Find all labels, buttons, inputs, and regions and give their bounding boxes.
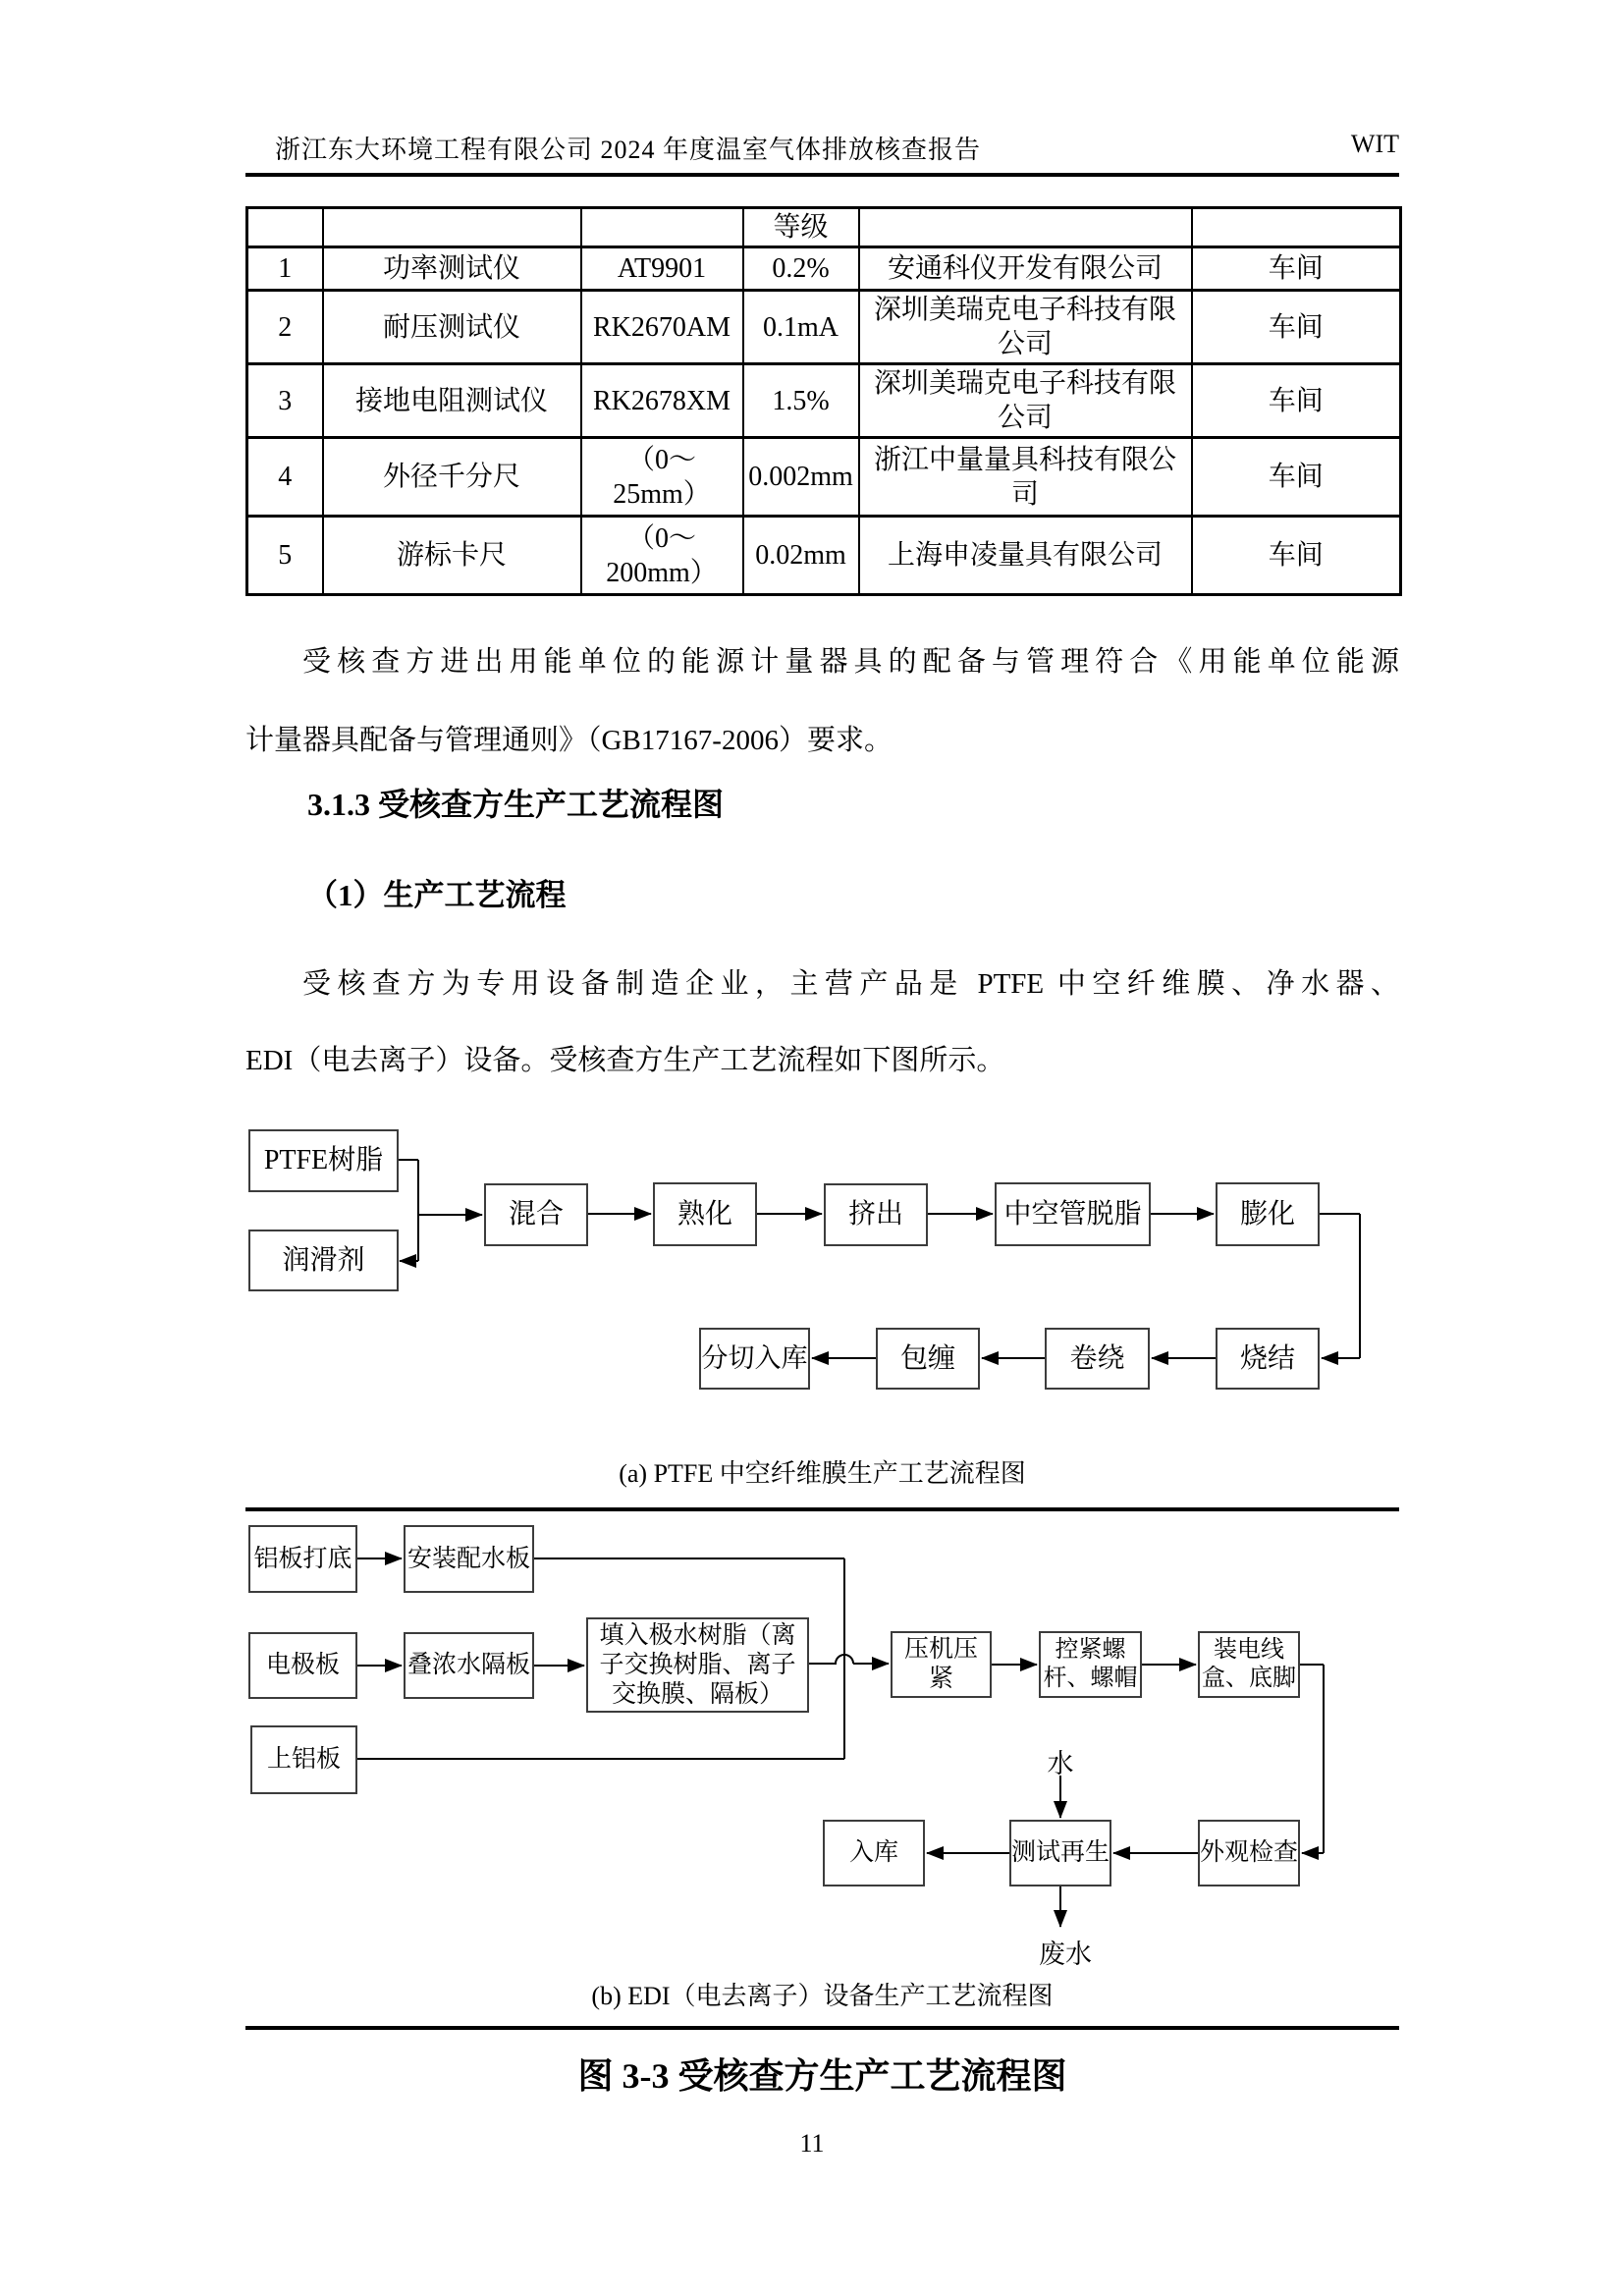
- table-cell: 上海申凌量具有限公司: [859, 517, 1192, 595]
- sub-heading: （1）生产工艺流程: [307, 878, 567, 912]
- flow-node-fill-resin: 填入极水树脂（离子交换树脂、离子交换膜、隔板）: [586, 1617, 809, 1713]
- table-cell: 0.02mm: [743, 517, 859, 595]
- wastewater-label: 废水: [1039, 1940, 1092, 1969]
- flow-node-extrusion: 挤出: [824, 1183, 928, 1246]
- table-cell: 0.002mm: [743, 438, 859, 517]
- table-cell: 安通科仪开发有限公司: [859, 247, 1192, 291]
- table-cell: 浙江中量量具科技有限公司: [859, 438, 1192, 517]
- table-cell: 车间: [1192, 291, 1401, 364]
- flow-node-warehouse: 入库: [823, 1820, 925, 1886]
- table-cell: 0.2%: [743, 247, 859, 291]
- header-title: 浙江东大环境工程有限公司 2024 年度温室气体排放核查报告: [275, 136, 982, 164]
- figure-b-caption: (b) EDI（电去离子）设备生产工艺流程图: [591, 1982, 1054, 2010]
- flow-node-curing: 熟化: [653, 1182, 757, 1246]
- flow-node-sintering: 烧结: [1216, 1328, 1320, 1390]
- table-cell: 车间: [1192, 438, 1401, 517]
- table-cell: 接地电阻测试仪: [323, 364, 581, 438]
- figure-divider-top: [245, 1507, 1399, 1511]
- flow-node-lubricant: 润滑剂: [248, 1230, 399, 1291]
- header-logo-text: WIT: [1350, 130, 1399, 158]
- table-cell: 车间: [1192, 247, 1401, 291]
- flow-node-test-regen: 测试再生: [1009, 1820, 1111, 1886]
- flow-node-aluminum-base: 铝板打底: [248, 1525, 357, 1593]
- paragraph-line: 受核查方进出用能单位的能源计量器具的配备与管理符合《用能单位能源: [302, 646, 1399, 678]
- section-heading: 3.1.3 受核查方生产工艺流程图: [307, 787, 725, 822]
- paragraph-line: 计量器具配备与管理通则》（GB17167-2006）要求。: [245, 725, 893, 756]
- table-cell: 游标卡尺: [323, 517, 581, 595]
- table-cell: 耐压测试仪: [323, 291, 581, 364]
- paragraph-line: EDI（电去离子）设备。受核查方生产工艺流程如下图所示。: [245, 1045, 1005, 1076]
- table-cell: 0.1mA: [743, 291, 859, 364]
- page-number: 11: [799, 2129, 825, 2158]
- flow-node-electrode-plate: 电极板: [248, 1632, 357, 1699]
- flow-node-ptfe-resin: PTFE树脂: [248, 1129, 399, 1192]
- flow-node-wrapping: 包缠: [876, 1328, 980, 1390]
- figure-a-caption: (a) PTFE 中空纤维膜生产工艺流程图: [619, 1459, 1026, 1488]
- figure-divider-bottom: [245, 2026, 1399, 2030]
- table-cell: 深圳美瑞克电子科技有限公司: [859, 364, 1192, 438]
- paragraph-line: 受核查方为专用设备制造企业，主营产品是 PTFE 中空纤维膜、净水器、: [302, 968, 1399, 1000]
- table-cell: 深圳美瑞克电子科技有限公司: [859, 291, 1192, 364]
- table-cell: RK2678XM: [581, 364, 743, 438]
- table-cell: 3: [247, 364, 323, 438]
- table-cell: 1: [247, 247, 323, 291]
- flow-node-winding: 卷绕: [1045, 1328, 1150, 1390]
- table-cell: RK2670AM: [581, 291, 743, 364]
- table-cell: 2: [247, 291, 323, 364]
- table-cell: （0～200mm）: [581, 517, 743, 595]
- flow-node-tighten-bolts: 控紧螺杆、螺帽: [1039, 1631, 1142, 1698]
- table-cell: 外径千分尺: [323, 438, 581, 517]
- table-cell: 车间: [1192, 364, 1401, 438]
- flow-node-press: 压机压紧: [891, 1631, 992, 1698]
- flow-node-junction-box: 装电线盒、底脚: [1198, 1631, 1300, 1698]
- table-cell: 等级: [743, 208, 859, 247]
- table-cell: 5: [247, 517, 323, 595]
- flow-node-top-aluminum: 上铝板: [250, 1725, 357, 1794]
- table-cell: 4: [247, 438, 323, 517]
- table-cell: （0～25mm）: [581, 438, 743, 517]
- flow-node-expansion: 膨化: [1216, 1182, 1320, 1246]
- table-cell: 1.5%: [743, 364, 859, 438]
- flow-node-mixing: 混合: [484, 1183, 588, 1246]
- flow-node-spacer-stack: 叠浓水隔板: [404, 1632, 534, 1699]
- table-cell: 车间: [1192, 517, 1401, 595]
- table-cell: 功率测试仪: [323, 247, 581, 291]
- flow-node-cut-warehouse: 分切入库: [699, 1328, 810, 1390]
- figure-title: 图 3-3 受核查方生产工艺流程图: [577, 2056, 1067, 2096]
- flow-node-visual-inspect: 外观检查: [1198, 1820, 1300, 1886]
- water-label: 水: [1047, 1749, 1074, 1778]
- table-cell: AT9901: [581, 247, 743, 291]
- flow-node-degreasing: 中空管脱脂: [995, 1182, 1151, 1246]
- flow-node-water-plate: 安装配水板: [404, 1525, 534, 1593]
